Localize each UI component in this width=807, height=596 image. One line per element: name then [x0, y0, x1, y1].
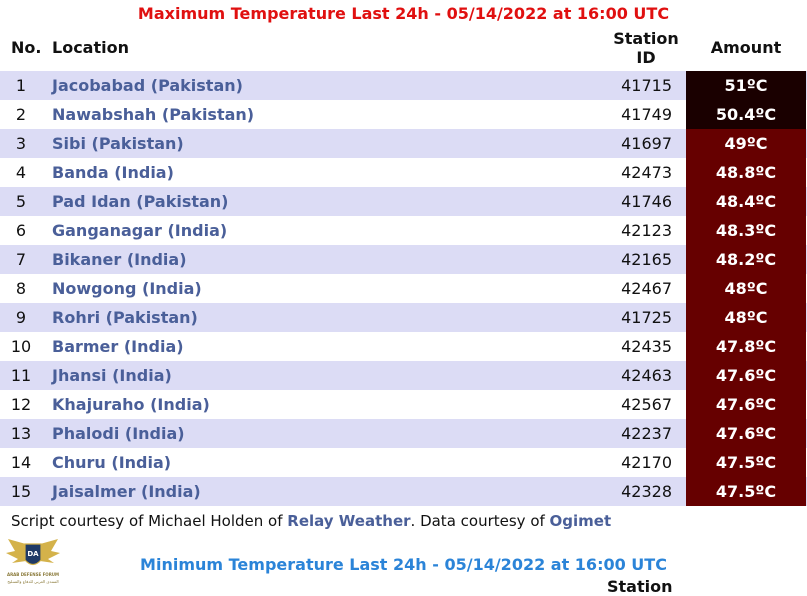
row-number: 12 [10, 395, 32, 414]
ogimet-link[interactable]: Ogimet [549, 512, 612, 530]
temperature-amount: 48ºC [686, 274, 806, 303]
station-id: 42328 [621, 482, 672, 501]
header2-station: Station [607, 577, 673, 596]
minimum-temperature-title: Minimum Temperature Last 24h - 05/14/2022 at 16:00 UTC [140, 555, 667, 574]
table-row [0, 100, 807, 129]
location-link[interactable]: Barmer (India) [52, 337, 184, 356]
station-id: 41725 [621, 308, 672, 327]
location-link[interactable]: Jaisalmer (India) [52, 482, 201, 501]
header-location: Location [52, 38, 129, 57]
temperature-amount: 47.8ºC [686, 332, 806, 361]
row-number: 3 [15, 134, 27, 153]
location-link[interactable]: Pad Idan (Pakistan) [52, 192, 229, 211]
location-link[interactable]: Jacobabad (Pakistan) [52, 76, 243, 95]
temperature-amount: 48.8ºC [686, 158, 806, 187]
table-row [0, 216, 807, 245]
temperature-amount: 48ºC [686, 303, 806, 332]
location-link[interactable]: Ganganagar (India) [52, 221, 228, 240]
table-row [0, 245, 807, 274]
temperature-amount: 48.4ºC [686, 187, 806, 216]
location-link[interactable]: Khajuraho (India) [52, 395, 210, 414]
row-number: 10 [10, 337, 32, 356]
row-number: 6 [15, 221, 27, 240]
station-id: 42463 [621, 366, 672, 385]
location-link[interactable]: Phalodi (India) [52, 424, 185, 443]
footer-text-2: . Data courtesy of [410, 512, 550, 530]
table-row [0, 158, 807, 187]
station-id: 42237 [621, 424, 672, 443]
temperature-amount: 50.4ºC [686, 100, 806, 129]
header-station-line1: Station [613, 29, 679, 48]
header-station-id [600, 29, 692, 67]
table-row [0, 419, 807, 448]
station-id: 42435 [621, 337, 672, 356]
footer-text-1: Script courtesy of Michael Holden of [11, 512, 288, 530]
table-row [0, 71, 807, 100]
row-number: 1 [15, 76, 27, 95]
station-id: 41715 [621, 76, 672, 95]
station-id: 42567 [621, 395, 672, 414]
location-link[interactable]: Banda (India) [52, 163, 174, 182]
temperature-table [0, 71, 807, 506]
table-row [0, 332, 807, 361]
page-title: Maximum Temperature Last 24h - 05/14/2022 at 16:00 UTC [137, 4, 670, 23]
table-row [0, 274, 807, 303]
station-id: 42467 [621, 279, 672, 298]
table-row [0, 390, 807, 419]
header-amount: Amount [710, 38, 782, 57]
table-row [0, 129, 807, 158]
table-row [0, 361, 807, 390]
location-link[interactable]: Churu (India) [52, 453, 172, 472]
station-id: 42473 [621, 163, 672, 182]
temperature-amount: 47.5ºC [686, 448, 806, 477]
row-number: 14 [10, 453, 32, 472]
logo-line1-text: ARAB DEFENSE FORUM [6, 572, 60, 577]
row-number: 4 [15, 163, 27, 182]
row-number: 5 [15, 192, 27, 211]
temperature-amount: 48.3ºC [686, 216, 806, 245]
temperature-amount: 48.2ºC [686, 245, 806, 274]
station-id: 41749 [621, 105, 672, 124]
station-id: 42165 [621, 250, 672, 269]
temperature-amount: 51ºC [686, 71, 806, 100]
station-id: 41697 [621, 134, 672, 153]
temperature-amount: 47.6ºC [686, 361, 806, 390]
location-link[interactable]: Sibi (Pakistan) [52, 134, 184, 153]
row-number: 9 [15, 308, 27, 327]
station-id: 42170 [621, 453, 672, 472]
location-link[interactable]: Nawabshah (Pakistan) [52, 105, 255, 124]
row-number: 11 [10, 366, 32, 385]
row-number: 13 [10, 424, 32, 443]
logo-line2-text: المنتدى العربي للدفاع والتسليح [7, 579, 59, 584]
row-number: 2 [15, 105, 27, 124]
footer-credits [11, 512, 611, 530]
station-id: 41746 [621, 192, 672, 211]
location-link[interactable]: Jhansi (India) [52, 366, 172, 385]
location-link[interactable]: Nowgong (India) [52, 279, 202, 298]
station-id: 42123 [621, 221, 672, 240]
row-number: 7 [15, 250, 27, 269]
temperature-amount: 47.6ºC [686, 419, 806, 448]
location-link[interactable]: Rohri (Pakistan) [52, 308, 198, 327]
temperature-amount: 49ºC [686, 129, 806, 158]
table-row [0, 303, 807, 332]
header-station-line2: ID [636, 48, 656, 67]
temperature-amount: 47.5ºC [686, 477, 806, 506]
header-no: No. [11, 38, 42, 57]
relay-weather-link[interactable]: Relay Weather [287, 512, 411, 530]
temperature-amount: 47.6ºC [686, 390, 806, 419]
location-link[interactable]: Bikaner (India) [52, 250, 187, 269]
table-row [0, 448, 807, 477]
table-row [0, 187, 807, 216]
row-number: 15 [10, 482, 32, 501]
logo-mark-text: DA [27, 550, 39, 558]
table-row [0, 477, 807, 506]
row-number: 8 [15, 279, 27, 298]
